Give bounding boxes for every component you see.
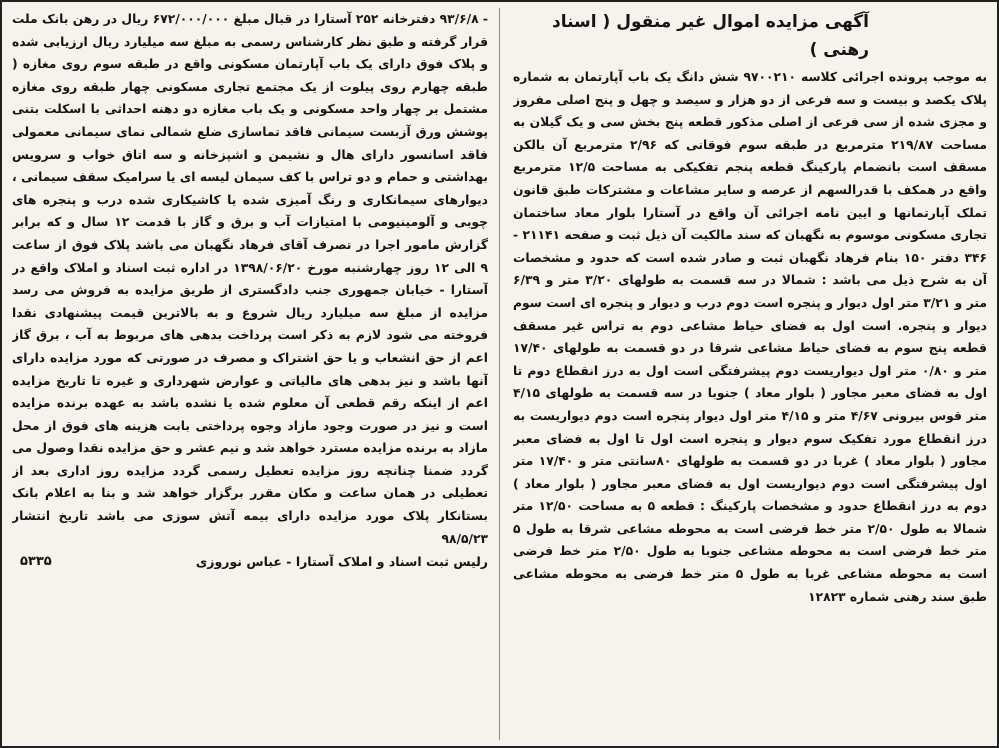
right-column-text: به موجب پرونده اجرائی کلاسه ۹۷۰۰۲۱۰ شش دانگ یک باب آپارتمان به شماره پلاک یکصد و بیست و سه فرعی از دو هزار و سیصد و چهل و پنج اصلی مفروز و مجزی شده از سی فرعی از اصلی مذکور قطعه پنج بخش سی و یک گیلان به مساحت ۲۱۹/۸۷ مترمربع در طبقه سوم فوقانی که ۲/۹۶ مترمربع آن بالکن مسقف است بانضمام پارکینگ قطعه پنجم تفکیکی به مساحت ۱۲/۵ مترمربع واقع در همکف با قدرالسهم از عرصه و سایر مشاعات و مشترکات طبق قانون تملک آپارتمانها و ایین نامه اجرائی آن واقع در آستارا بلوار معاد ساختمان تجاری مسکونی موسوم به نگهبان که سند مالکیت آن ذیل ثبت و صفحه ۲۱۱۴۱ - ۳۴۶ دفتر ۱۵۰ بنام فرهاد نگهبان ثبت و صادر شده است که حدود و مشخصات آن به شرح ذیل می باشد : شمالا در سه قسمت به طولهای ۳/۲۰ متر و ۶/۳۹ متر و ۳/۲۱ متر اول دیوار و پنجره است دوم درب و دیوار و پنجره ای است سوم دیوار و پنجره. است اول به فضای حیاط مشاعی دوم به تراس غیر مسقف قطعه پنج سوم به فضای حیاط مشاعی شرقا در دو قسمت به طولهای ۱۷/۴۰ متر و ۰/۸۰ متر اول دیواریست دوم پیشرفتگی است اول به درز انقطاع دوم تا اول به فضای معبر مجاور ( بلوار معاد ) جنوبا در سه قسمت به طولهای ۴/۱۵ متر قوس بیرونی ۴/۶۷ متر و ۴/۱۵ متر اول دیوار پنجره است دوم دیواریست به درز انقطاع مورد تفکیک سوم دیوار و پنجره است اول تا اول به فضای معبر مجاور ( بلوار معاد ) غربا در دو قسمت به طولهای ۸۰سانتی متر و ۱۷/۴۰ متر اول پیشرفتگی است دوم دیواریست اول به فضای معبر مجاور ( بلوار معاد ) دوم به درز انقطاع حدود و مشخصات پارکینگ : قطعه ۵ به مساحت ۱۲/۵۰ متر شمالا به طول ۲/۵۰ متر خط فرضی است به محوطه مشاعی شرقا به طول ۵ متر خط فرضی است به محوطه مشاعی جنوبا به طول ۲/۵۰ متر خط فرضی است به محوطه مشاعی غربا به طول ۵ متر خط فرضی به محوطه مشاعی طبق سند رهنی شماره ۱۲۸۲۳ (513, 70, 987, 604)
left-column-text: - ۹۳/۶/۸ دفترخانه ۲۵۲ آستارا در قبال مبلغ ۶۷۲/۰۰۰/۰۰۰ ریال در رهن بانک ملت قرار گرفته و طبق نظر کارشناس رسمی به مبلغ سه میلیارد ریال ارزیابی شده و پلاک فوق دارای یک باب آپارتمان مسکونی واقع در طبقه سوم روی مغازه ( طبقه چهارم روی پیلوت از یک مجتمع تجاری مسکونی چهار طبقه روی مغازه مشتمل بر چهار واحد مسکونی و یک باب مغازه دو دهنه احداثی با اسکلت بتنی پوشش ورق آزبست سیمانی فاقد تماسازی ضلع شمالی نمای سیمانی معمولی فاقد اسانسور دارای هال و نشیمن و اشپزخانه و سه اتاق خواب و سرویس بهداشتی و حمام و دو تراس با کف سیمان لیسه ای یا سرامیک سقف سیمانی ، دیوارهای سیمانکاری و رنگ آمیزی شده یا کاشیکاری شده درب و پنجره های چوبی و آلومینیومی با امتیازات آب و برق و گاز با قدمت ۱۲ سال و که برابر گزارش مامور اجرا در تصرف آقای فرهاد نگهبان می باشد پلاک فوق از ساعت ۹ الی ۱۲ روز چهارشنبه مورخ ۱۳۹۸/۰۶/۲۰ در اداره ثبت اسناد و املاک واقع در آستارا - خیابان جمهوری جنب دادگستری از طریق مزایده به فروش می رسد مزایده از مبلغ سه میلیارد ریال شروع و به بالاترین قیمت پیشنهادی نقدا فروخته می شود لازم به ذکر است پرداخت بدهی های مربوط به آب ، برق گاز اعم از حق انشعاب و یا حق اشتراک و مصرف در صورتی که مورد مزایده دارای آنها باشد و نیز بدهی های مالیاتی و عوارض شهرداری و غیره تا تاریخ مزایده اعم از اینکه رقم قطعی آن معلوم شده یا نشده باشد به عهده برنده مزایده است و نیز در صورت وجود مازاد وجوه پرداختی بابت هزینه های فوق از محل مازاد به برنده مزایده مسترد خواهد شد و نیم عشر و حق مزایده نقدا وصول می گردد ضمنا چنانچه روز مزایده تعطیل رسمی گردد مزایده روز اداری بعد از تعطیلی در همان ساعت و مکان مقرر برگزار خواهد شد و بنا به اعلام بانک بستانکار پلاک مورد مزایده دارای بیمه آتش سوزی می باشد تاریخ انتشار ۹۸/۵/۲۳ (12, 12, 488, 546)
notice-footer (12, 551, 488, 573)
left-column (12, 8, 488, 740)
column-divider (499, 8, 500, 740)
signature-line: رلیس ثبت اسناد و املاک آستارا - عباس نوروزی (195, 554, 488, 570)
notice-title: آگهی مزایده اموال غیر منقول ( اسناد رهنی ) (552, 12, 869, 60)
notice-code: ۵۳۳۵ (20, 554, 52, 570)
right-column (513, 8, 987, 740)
